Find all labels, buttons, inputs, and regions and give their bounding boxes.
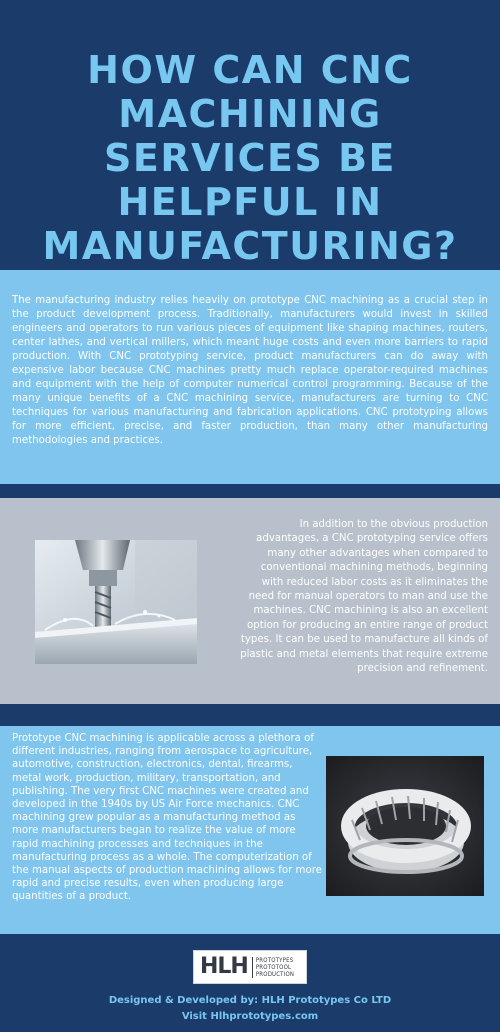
logo-line-prototool: PROTOTOOL <box>255 963 292 971</box>
page-title: HOW CAN CNC MACHINING SERVICES BE HELPFUL IN MANUFACTURING? <box>42 48 458 268</box>
website-link[interactable]: Visit Hlhprototypes.com <box>181 1011 319 1022</box>
logo-taglines <box>252 957 294 978</box>
divider-band <box>0 704 500 726</box>
logo-line-prototypes: PROTOTYPES <box>255 956 294 964</box>
cnc-milling-illustration <box>35 540 197 664</box>
intro-paragraph: The manufacturing industry relies heavily on prototype CNC machining as a crucial step in the product development process. Traditionally, manufacturers would invest in skilled engineers and operators to run various pieces of equipment like shaping machines, routers, center lathes, and vertical millers, which meant huge costs and even more barriers to rapid production. With CNC prototyping service, product manufacturers can do away with expensive labor because CNC machines pretty much replace operator-required machines and equipment with the help of computer numerical control programming. Because of the many unique benefits of a CNC machining service, manufacturers are turning to CNC techniques for various manufacturing and fabrication applications. CNC prototyping allows for more efficient, precise, and faster production, than many other manufacturing methodologies and practices. <box>12 295 488 446</box>
logo-wordmark: HLH <box>200 954 248 979</box>
machined-part-illustration <box>326 756 484 896</box>
divider-band <box>0 484 500 498</box>
cnc-milling-image <box>35 540 197 664</box>
machined-part-image <box>326 756 484 896</box>
applications-section <box>0 726 500 934</box>
logo-line-production: PRODUCTION <box>255 970 295 978</box>
intro-section <box>0 270 500 484</box>
designer-credit: Designed & Developed by: HLH Prototypes Co LTD <box>108 995 392 1006</box>
advantages-paragraph: In addition to the obvious production advantages, a CNC prototyping service offers many other advantages when compared to conventional machining methods, beginning with reduced labor costs as it eliminates the need for manual operators to man and use the machines. CNC machining is also an excellent option for producing an entire range of product types. It can be used to manufacture all kinds of plastic and metal elements that require extreme precision and refinement. <box>240 519 488 675</box>
header-section <box>0 0 500 270</box>
hlh-logo <box>193 950 307 984</box>
advantages-section <box>0 498 500 704</box>
applications-paragraph: Prototype CNC machining is applicable across a plethora of different industries, ranging from aerospace to agriculture, automotive, construction, electronics, dental, firearms, metal work, production, military, transportation, and publishing. The very first CNC machines were created and developed in the 1940s by US Air Force mechanics. CNC machining grew popular as a manufacturing method as more manufacturers began to realize the value of more rapid machining processes and techniques in the manufacturing process as a whole. The computerization of the manual aspects of production machining allows for more rapid and precise results, even when producing large quantities of a product. <box>12 733 322 903</box>
footer-section <box>0 934 500 1032</box>
